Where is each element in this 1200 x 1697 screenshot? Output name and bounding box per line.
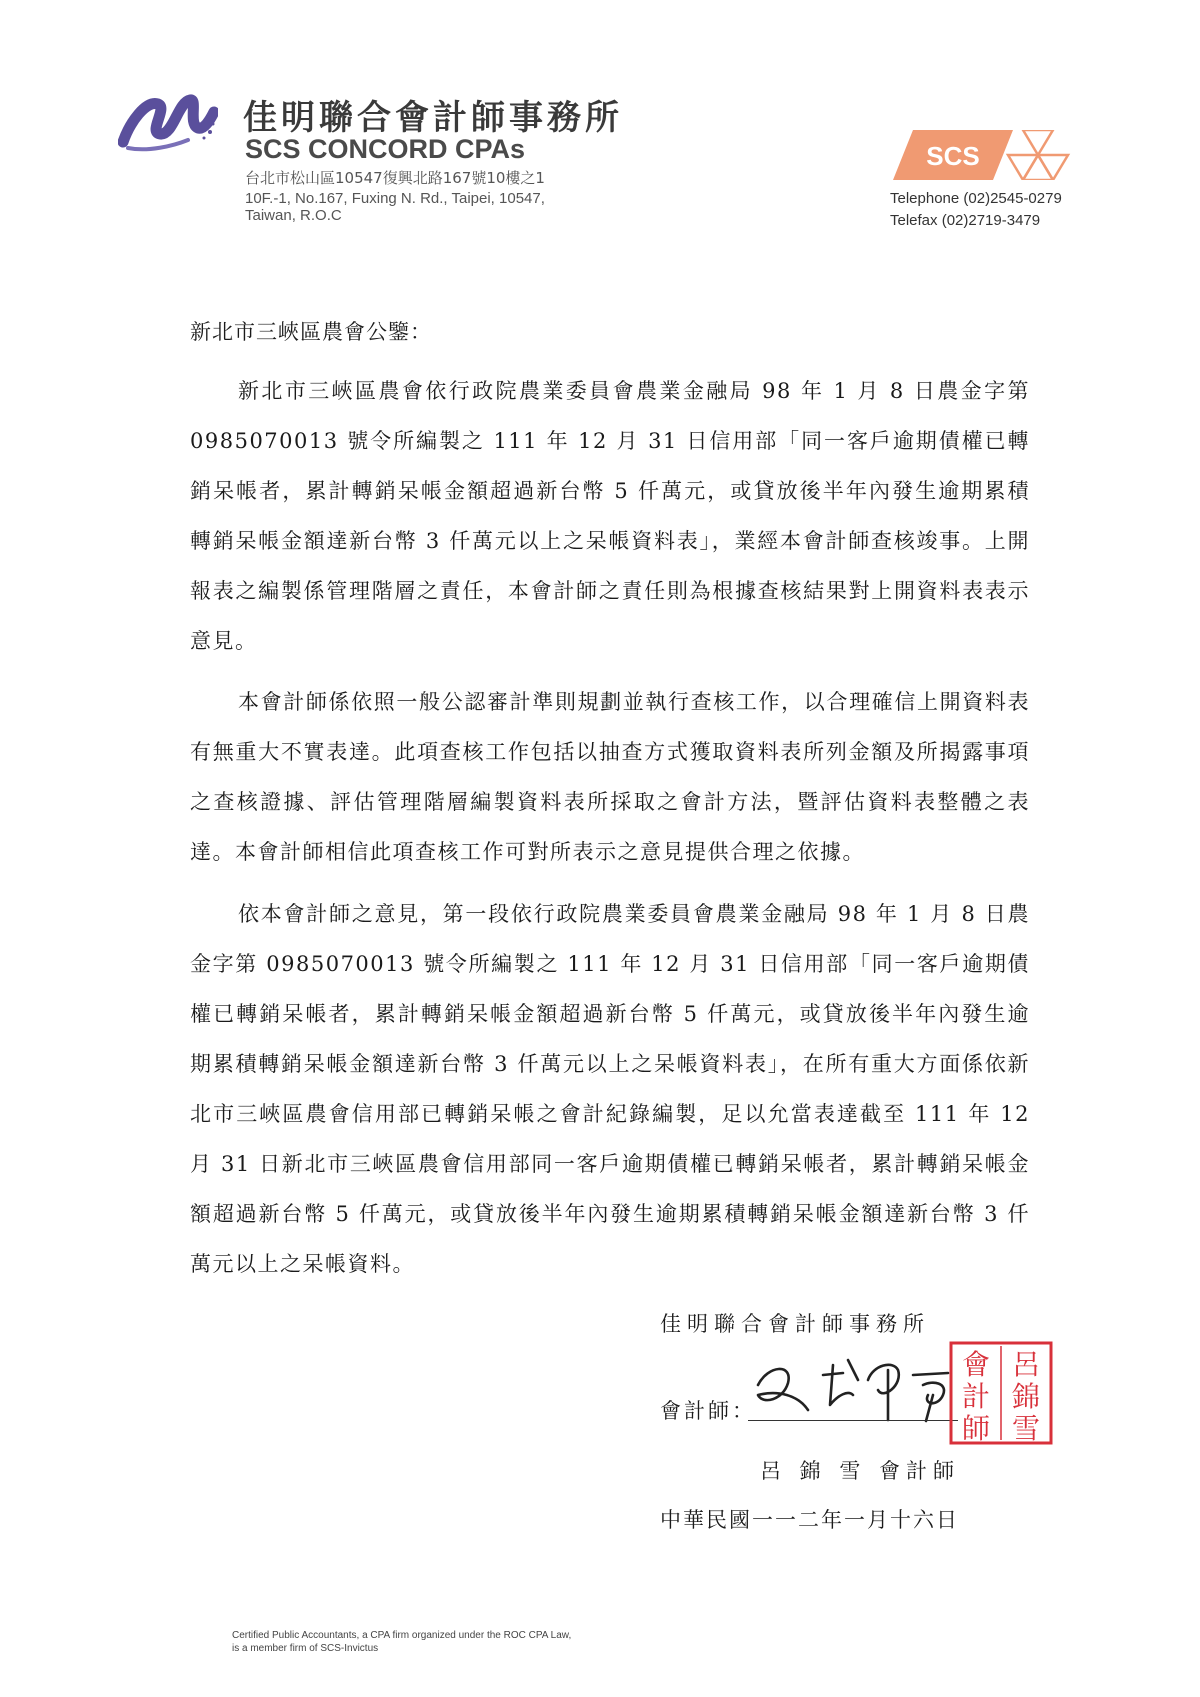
seal-char: 師 xyxy=(961,1412,991,1445)
paragraph-1: 新北市三峽區農會依行政院農業委員會農業金融局 98 年 1 月 8 日農金字第 0985070013 號令所編製之 111 年 12 月 31 日信用部「同一客戶逾期債權已轉銷呆帳者，累計轉銷呆帳金額超過新台幣 5 仟萬元，或貸放後半年內發生逾期累積轉銷呆帳金額達新台幣 3 仟萬元以上之呆帳資料表」，業經本會計師查核竣事。上開報表之編製係管理階層之責任，本會計師之責任則為根據查核結果對上開資料表表示意見。 xyxy=(190,379,1030,653)
seal-char: 雪 xyxy=(1011,1412,1041,1445)
salutation: 新北市三峽區農會公鑒： xyxy=(190,320,432,344)
firm-logo-swoosh xyxy=(118,82,218,162)
address-zh: 台北市松山區10547復興北路167號10樓之1 xyxy=(245,169,545,187)
signature-date: 中華民國一一二年一月十六日 xyxy=(660,1508,959,1532)
seal-char: 會 xyxy=(961,1348,991,1381)
seal-char: 計 xyxy=(961,1380,991,1413)
telephone: Telephone (02)2545-0279 xyxy=(890,190,1062,207)
seal-char: 呂 xyxy=(1011,1348,1041,1381)
handwritten-signature xyxy=(748,1345,978,1425)
signature-line xyxy=(748,1420,958,1421)
signature-label: 會計師： xyxy=(660,1399,756,1423)
signature-name: 呂 錦 雪 會計師 xyxy=(760,1459,961,1483)
footer-line-2: is a member firm of SCS-Invictus xyxy=(232,1643,379,1654)
telefax: Telefax (02)2719-3479 xyxy=(890,212,1041,229)
paragraph-2: 本會計師係依照一般公認審計準則規劃並執行查核工作，以合理確信上開資料表有無重大不實表達。此項查核工作包括以抽查方式獲取資料表所列金額及所揭露事項之查核證據、評估管理階層編製資料表所採取之會計方法，暨評估資料表整體之表達。本會計師相信此項查核工作可對所表示之意見提供合理之依據。 xyxy=(190,690,1030,864)
firm-name-zh: 佳明聯合會計師事務所 xyxy=(243,98,623,138)
cpa-seal xyxy=(948,1340,1054,1446)
signature-firm-name: 佳明聯合會計師事務所 xyxy=(660,1312,930,1336)
address-en-line2: Taiwan, R.O.C xyxy=(245,207,342,224)
seal-char: 錦 xyxy=(1011,1380,1041,1413)
scs-logo-text: SCS xyxy=(926,141,980,171)
paragraph-3: 依本會計師之意見，第一段依行政院農業委員會農業金融局 98 年 1 月 8 日農金字第 0985070013 號令所編製之 111 年 12 月 31 日信用部「同一客戶逾期債權已轉銷呆帳者，累計轉銷呆帳金額超過新台幣 5 仟萬元，或貸放後半年內發生逾期累積轉銷呆帳金額達新台幣 3 仟萬元以上之呆帳資料表」，在所有重大方面係依新北市三峽區農會信用部已轉銷呆帳之會計紀錄編製，足以允當表達截至 111 年 12 月 31 日新北市三峽區農會信用部同一客戶逾期債權已轉銷呆帳者，累計轉銷呆帳金額超過新台幣 5 仟萬元，或貸放後半年內發生逾期累積轉銷呆帳金額達新台幣 3 仟萬元以上之呆帳資料。 xyxy=(190,902,1030,1276)
scs-logo xyxy=(893,130,1078,180)
footer-line-1: Certified Public Accountants, a CPA firm organized under the ROC CPA Law, xyxy=(232,1630,572,1641)
firm-name-en: SCS CONCORD CPAs xyxy=(245,134,526,164)
address-en-line1: 10F.-1, No.167, Fuxing N. Rd., Taipei, 10547, xyxy=(245,190,545,207)
